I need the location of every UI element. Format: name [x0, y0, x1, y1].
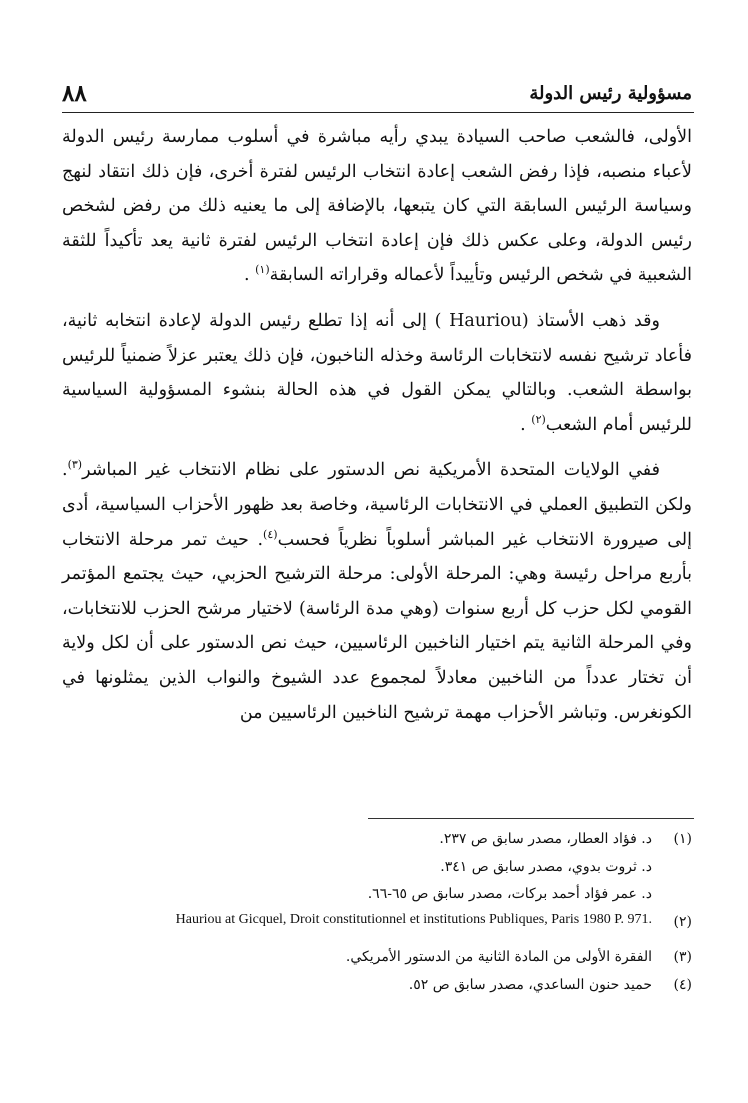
header-rule — [62, 112, 694, 113]
footnote-ref-2: (٢) — [531, 412, 546, 426]
footnote-rule — [368, 818, 694, 819]
page-number: ٨٨ — [62, 79, 87, 107]
footnote-text: د. فؤاد العطار، مصدر سابق ص ٢٣٧. — [439, 831, 652, 847]
footnote-number: (٣) — [673, 949, 692, 965]
footnote-number: (٢) — [673, 913, 692, 930]
paragraph-3-text-b: . ولكن التطبيق العملي في الانتخابات الرئاسية، وخاصة بعد ظهور الأحزاب السياسية، أدى إلى صيرورة الانتخاب غير المباشر أسلوباً نظرياً فحسب — [62, 460, 692, 550]
running-title: مسؤولية رئيس الدولة — [529, 82, 692, 104]
paragraph-2-text: وقد ذهب الأستاذ (Hauriou ) إلى أنه إذا تطلع رئيس الدولة لإعادة انتخابه ثانية، فأعاد ترشيح نفسه لانتخابات الرئاسة وخذله الناخبون، فإن ذلك يعتبر عزلاً ضمنياً للرئيس بواسطة الشعب. وبالتالي يمكن القول في هذه الحالة بنشوء المسؤولية السياسية للرئيس أمام الشعب — [62, 310, 692, 435]
footnote-1 — [62, 826, 692, 854]
paragraph-1-text: الأولى، فالشعب صاحب السيادة يبدي رأيه مباشرة في أسلوب ممارسة رئيس الدولة لأعباء منصبه، فإذا رفض الشعب إعادة انتخاب الرئيس لفترة أخرى، فإن ذلك انتقاد لنهج وسياسة الرئيس السابقة التي كان يتبعها، بالإضافة إلى ما يعنيه ذلك من رفض لشخص رئيس الدولة، وعلى عكس ذلك فإن إعادة انتخاب الرئيس لفترة ثانية يعد تأكيداً للثقة الشعبية في شخص الرئيس وتأييداً لأعماله وقراراته السابقة — [62, 127, 692, 286]
footnote-4 — [62, 972, 692, 1000]
footnote-1-line-2: د. ثروت بدوي، مصدر سابق ص ٣٤١. — [440, 858, 652, 875]
footnote-3 — [62, 944, 692, 972]
paragraph-1: الأولى، فالشعب صاحب السيادة يبدي رأيه مباشرة في أسلوب ممارسة رئيس الدولة لأعباء منصبه، فإذا رفض الشعب إعادة انتخاب الرئيس لفترة أخرى، فإن ذلك انتقاد لنهج وسياسة الرئيس السابقة التي كان يتبعها، بالإضافة إلى ما يعنيه ذلك من رفض لشخص رئيس الدولة، وعلى عكس ذلك فإن إعادة انتخاب الرئيس لفترة ثانية يعد تأكيداً للثقة الشعبية في شخص الرئيس وتأييداً لأعماله وقراراته السابقة$^{(١)}$ . — [62, 127, 692, 286]
body-text — [62, 120, 692, 741]
paragraph-3-text-c: . حيث تمر مرحلة الانتخاب بأربع مراحل رئيسة وهي: المرحلة الأولى: مرحلة الترشيح الحزبي، حيث يجتمع المؤتمر القومي لكل حزب كل أربع سنوات (وهي مدة الرئاسة) لاختيار مرشح الحزب للانتخابات، وفي المرحلة الثانية يتم اختيار الناخبين الرئاسيين، حيث نص الدستور على أن لكل ولاية أن تختار عدداً من الناخبين معادلاً لمجموع عدد الشيوخ والنواب الذين يمثلونها في الكونغرس. وتباشر الأحزاب مهمة ترشيح الناخبين الرئاسيين من — [62, 529, 692, 723]
footnote-1-line-3: د. عمر فؤاد أحمد بركات، مصدر سابق ص ٦٥-٦٦. — [367, 886, 652, 902]
footnote-number: (١) — [673, 831, 692, 847]
footnote-text: Hauriou at Gicquel, Droit constitutionnel et institutions Publiques, Paris 1980 P. 971. — [175, 911, 652, 927]
paragraph-3-text-a: ففي الولايات المتحدة الأمريكية نص الدستور على نظام الانتخاب غير المباشر — [82, 460, 660, 481]
paragraph-3 — [62, 453, 692, 730]
footnote-number: (٤) — [673, 976, 692, 993]
page-header — [62, 78, 692, 108]
footnote-text: حميد حنون الساعدي، مصدر سابق ص ٥٢. — [408, 976, 652, 993]
footnote-ref-4: (٤) — [263, 527, 278, 541]
footnotes — [62, 826, 692, 999]
footnote-2 — [62, 909, 692, 937]
footnote-text: الفقرة الأولى من المادة الثانية من الدستور الأمريكي. — [345, 949, 652, 965]
paragraph-2: وقد ذهب الأستاذ (Hauriou ) إلى أنه إذا تطلع رئيس الدولة لإعادة انتخابه ثانية، فأعاد ترشيح نفسه لانتخابات الرئاسة وخذله الناخبون، فإن ذلك يعتبر عزلاً ضمنياً للرئيس بواسطة الشعب. وبالتالي يمكن القول في هذه الحالة بنشوء المسؤولية السياسية للرئيس أمام الشعب$^{(٢)}$ . — [62, 310, 692, 435]
footnote-ref-3: (٣) — [67, 458, 83, 472]
footnote-ref-1: (١) — [255, 263, 270, 277]
